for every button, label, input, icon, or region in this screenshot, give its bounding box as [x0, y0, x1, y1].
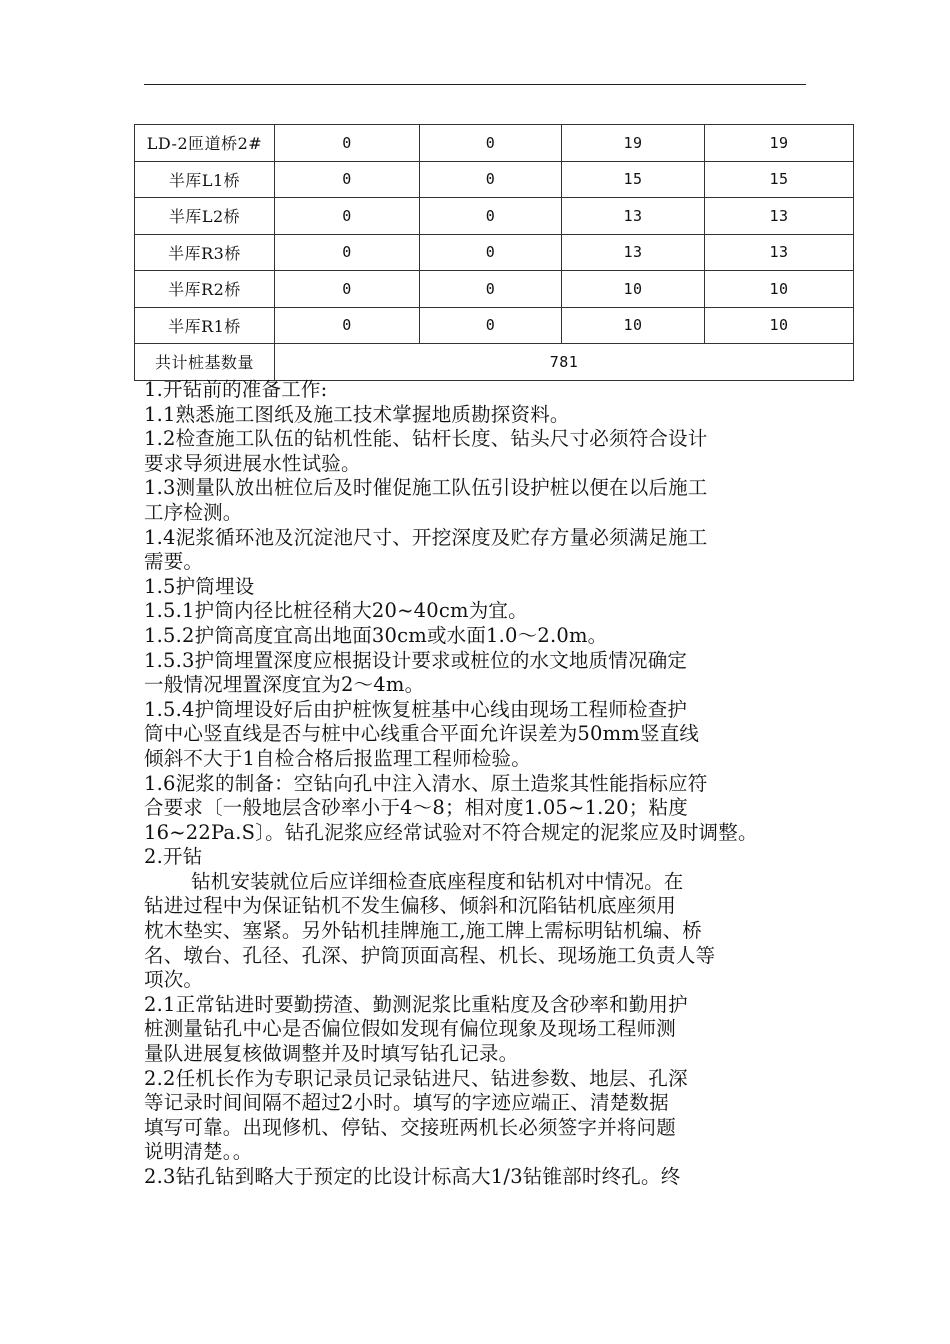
cell-value: 10: [705, 307, 854, 344]
cell-value: 13: [705, 198, 854, 235]
cell-value: 19: [705, 125, 854, 162]
text-line: 钻机安装就位后应详细检查底座程度和钻机对中情况。在: [191, 869, 684, 893]
cell-value: 0: [420, 198, 562, 235]
text-line: 合要求〔一般地层含砂率小于4～8；相对度1.05~1.20；粘度: [144, 796, 688, 820]
cell-value: 15: [562, 161, 705, 198]
cell-value: 0: [275, 234, 420, 271]
text-line: 1.5.1护筒内径比桩径稍大20~40cm为宜。: [144, 599, 528, 623]
text-line: 1.开钻前的准备工作:: [144, 378, 328, 401]
text-line: 量队进展复核做调整并及时填写钻孔记录。: [144, 1042, 519, 1066]
text-line: 要求导须进展水性试验。: [144, 451, 361, 475]
text-line: 工序检测。: [144, 500, 243, 524]
text-line: 需要。: [144, 550, 204, 574]
cell-value: 0: [275, 161, 420, 198]
text-line: 1.6泥浆的制备：空钻向孔中注入清水、原土造浆其性能指标应符: [144, 771, 708, 795]
text-line: 2.1正常钻进时要勤捞渣、勤测泥浆比重粘度及含砂率和勤用护: [144, 992, 688, 1016]
total-label: 共计桩基数量: [135, 344, 275, 381]
text-line: 等记录时间间隔不超过2小时。填写的字迹应端正、清楚数据: [144, 1091, 669, 1115]
pile-count-table: [134, 124, 854, 381]
table-row: [135, 307, 854, 344]
cell-value: 10: [705, 271, 854, 308]
text-line: 筒中心竖直线是否与桩中心线重合平面允许误差为50mm竖直线: [144, 722, 700, 746]
table-row: [135, 234, 854, 271]
text-line: 1.4泥浆循环池及沉淀池尺寸、开挖深度及贮存方量必须满足施工: [144, 525, 708, 549]
text-line: 说明清楚。。: [144, 1140, 253, 1164]
text-line: 2.3钻孔钻到略大于预定的比设计标高大1/3钻锥部时终孔。终: [144, 1165, 681, 1188]
table-row: [135, 198, 854, 235]
table-total-row: [135, 344, 854, 381]
text-line: 填写可靠。出现修机、停钻、交接班两机长必须签字并将问题: [144, 1115, 676, 1139]
cell-value: 13: [562, 234, 705, 271]
document-body: [144, 378, 812, 1190]
cell-value: 0: [275, 198, 420, 235]
text-line: 2.2任机长作为专职记录员记录钻进尺、钻进参数、地层、孔深: [144, 1066, 688, 1090]
text-line: 名、墩台、孔径、孔深、护筒顶面高程、机长、现场施工负责人等: [144, 943, 716, 967]
text-line: 1.3测量队放出桩位后及时催促施工队伍引设护桩以便在以后施工: [144, 476, 708, 500]
text-line: 1.5护筒埋设: [144, 574, 255, 598]
bridge-name: 半厍R2桥: [135, 271, 275, 308]
bridge-name: 半厍L1桥: [135, 161, 275, 198]
bridge-name: LD-2匝道桥2#: [135, 125, 275, 162]
cell-value: 10: [562, 271, 705, 308]
header-rule: [144, 84, 806, 85]
text-line: 1.5.4护筒埋设好后由护桩恢复桩基中心线由现场工程师检查护: [144, 697, 688, 721]
cell-value: 0: [420, 234, 562, 271]
cell-value: 19: [562, 125, 705, 162]
cell-value: 13: [562, 198, 705, 235]
cell-value: 10: [562, 307, 705, 344]
cell-value: 0: [420, 125, 562, 162]
table-row: [135, 271, 854, 308]
bridge-name: 半厍L2桥: [135, 198, 275, 235]
cell-value: 0: [275, 125, 420, 162]
bridge-name: 半厍R3桥: [135, 234, 275, 271]
text-line: 1.2检查施工队伍的钻机性能、钻杆长度、钻头尺寸必须符合设计: [144, 427, 708, 451]
cell-value: 0: [420, 271, 562, 308]
table-row: [135, 125, 854, 162]
cell-value: 0: [420, 307, 562, 344]
cell-value: 13: [705, 234, 854, 271]
text-line: 倾斜不大于1自检合格后报监理工程师检验。: [144, 746, 531, 770]
cell-value: 0: [275, 271, 420, 308]
cell-value: 0: [275, 307, 420, 344]
text-line: 1.5.3护筒埋置深度应根据设计要求或桩位的水文地质情况确定: [144, 648, 688, 672]
table-row: [135, 161, 854, 198]
cell-value: 0: [420, 161, 562, 198]
text-line: 1.1熟悉施工图纸及施工技术掌握地质勘探资料。: [144, 402, 570, 426]
text-line: 枕木垫实、塞紧。另外钻机挂牌施工,施工牌上需标明钻机编、桥: [144, 919, 702, 943]
text-line: 项次。: [144, 968, 204, 992]
total-value: 781: [275, 344, 854, 381]
bridge-name: 半厍R1桥: [135, 307, 275, 344]
text-line: 2.开钻: [144, 845, 203, 869]
text-line: 桩测量钻孔中心是否偏位假如发现有偏位现象及现场工程师测: [144, 1017, 676, 1041]
text-line: 一般情况埋置深度宜为2～4m。: [144, 673, 425, 697]
cell-value: 15: [705, 161, 854, 198]
text-line: 1.5.2护筒高度宜高出地面30cm或水面1.0～2.0m。: [144, 623, 608, 647]
text-line: 16~22Pa.S〕。钻孔泥浆应经常试验对不符合规定的泥浆应及时调整。: [144, 820, 758, 844]
text-line: 钻进过程中为保证钻机不发生偏移、倾斜和沉陷钻机底座须用: [144, 894, 676, 918]
